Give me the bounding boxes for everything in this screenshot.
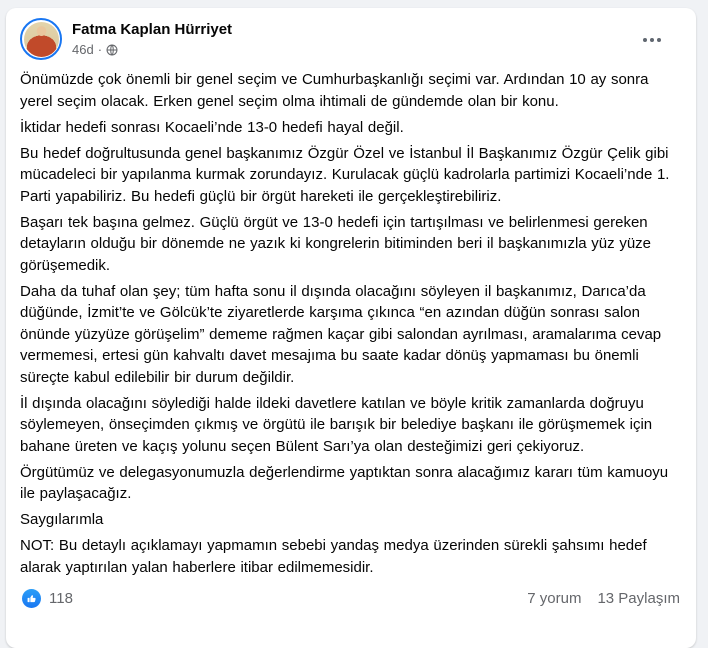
ellipsis-icon [643, 38, 661, 42]
post-paragraph: Daha da tuhaf olan şey; tüm hafta sonu il dışında olacağını söyleyen il başkanımız, Darıca’da düğünde, İzmit’te ve Gölcük’te ziyaretlerde karşıma çıkınca “en azından düğün sonrası salon önünde yüzyüze görüşelim” dememe rağmen kaçar gibi salondan ayrılması, aramalarıma cevap vermemesi, ertesi gün kahvaltı davet mesajıma bu saate kadar dönüş yapmaması bu önemli süreçte kabul edilebilir bir durum değildir. [20, 282, 662, 386]
post-paragraph: Saygılarımla [20, 511, 104, 528]
post-timestamp[interactable]: 46d [72, 42, 94, 57]
post-meta-row [72, 42, 634, 58]
reactions-summary[interactable] [22, 589, 73, 609]
post-body [20, 69, 682, 578]
engagement-bar [20, 583, 682, 619]
header-meta [72, 18, 634, 58]
thumbs-up-icon [22, 589, 41, 608]
avatar-image [24, 22, 59, 57]
post-paragraph: Önümüzde çok önemli bir genel seçim ve Cumhurbaşkanlığı seçimi var. Ardından 10 ay sonra yerel seçim olacak. Erken genel seçim olma ihtimali de gündemde olan bir konu. [20, 71, 649, 110]
avatar[interactable] [20, 18, 62, 60]
post-paragraph: Bu hedef doğrultusunda genel başkanımız Özgür Özel ve İstanbul İl Başkanımız Özgür Çelik gibi mücadeleci bir yapılanma kurmak zorundayız. Kurulacak güçlü kadrolarla partimizi Kocaeli’nde 1. Parti yapabiliriz. Bu hedefi güçlü bir örgüt hareketi ile gerçekleştirebiliriz. [20, 144, 670, 205]
meta-separator: · [97, 42, 103, 57]
post-header [20, 18, 682, 60]
post-card [6, 8, 696, 648]
comments-count-link[interactable]: 7 yorum [527, 589, 582, 607]
post-paragraph: Örgütümüz ve delegasyonumuzla değerlendirme yaptıktan sonra alacağımız kararı tüm kamuoyu ile paylaşacağız. [20, 463, 669, 502]
like-count[interactable]: 118 [49, 589, 73, 607]
author-name[interactable]: Fatma Kaplan Hürriyet [72, 21, 233, 38]
globe-icon [106, 44, 118, 56]
more-options-button[interactable] [634, 22, 670, 58]
post-paragraph: İl dışında olacağını söylediği halde ildeki davetlere katılan ve böyle kritik zamanlarda doğruyu söylemeyen, önseçimden çıkmış ve örgütü ile barışık bir belediye başkanı ile görüşmemek için bahane üreten ve kaçış yolunu seçen Bülent Sarı’ya olan desteğimizi geri çekiyoruz. [20, 394, 653, 455]
post-paragraph: NOT: Bu detaylı açıklamayı yapmamın sebebi yandaş medya üzerinden sürekli şahsımı hedef alarak yaptırılan yalan haberlere itibar edilmemesidir. [20, 537, 647, 576]
shares-count-link[interactable]: 13 Paylaşım [597, 589, 680, 607]
post-paragraph: Başarı tek başına gelmez. Güçlü örgüt ve 13-0 hedefi için tartışılması ve belirlenmesi gereken detayların olduğu bir dönemde ne yazık ki kongrelerin bitiminden beri il başkanımızla yüz yüze görüşemedik. [20, 213, 651, 274]
post-paragraph: İktidar hedefi sonrası Kocaeli’nde 13-0 hedefi hayal değil. [20, 118, 404, 136]
counts-right [527, 589, 680, 609]
